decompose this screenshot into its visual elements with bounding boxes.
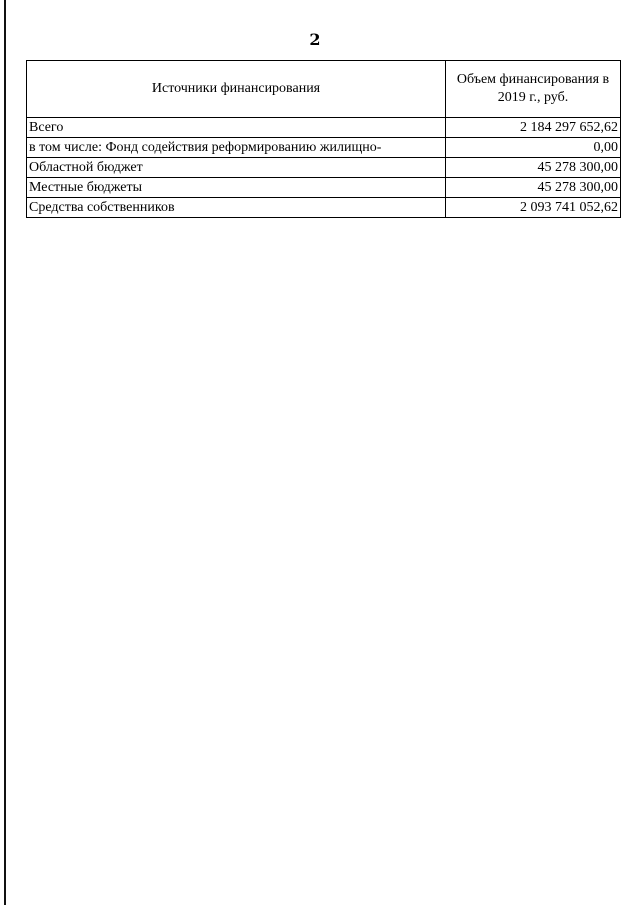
row-source: в том числе: Фонд содействия реформированию жилищно-	[27, 138, 446, 158]
financing-table	[26, 60, 621, 218]
table-row	[27, 178, 621, 198]
table-row	[27, 158, 621, 178]
row-source: Местные бюджеты	[27, 178, 446, 198]
row-source: Всего	[27, 118, 446, 138]
table-row	[27, 138, 621, 158]
table-row	[27, 198, 621, 218]
page-left-edge	[4, 0, 6, 905]
header-amount: Объем финансирования в 2019 г., руб.	[446, 61, 621, 118]
row-amount: 2 184 297 652,62	[446, 118, 621, 138]
page-number: 2	[309, 30, 321, 49]
row-amount: 45 278 300,00	[446, 178, 621, 198]
table-header-row	[27, 61, 621, 118]
row-source: Средства собственников	[27, 198, 446, 218]
row-source: Областной бюджет	[27, 158, 446, 178]
row-amount: 45 278 300,00	[446, 158, 621, 178]
row-amount: 2 093 741 052,62	[446, 198, 621, 218]
header-sources: Источники финансирования	[27, 61, 446, 118]
table-row	[27, 118, 621, 138]
row-amount: 0,00	[446, 138, 621, 158]
